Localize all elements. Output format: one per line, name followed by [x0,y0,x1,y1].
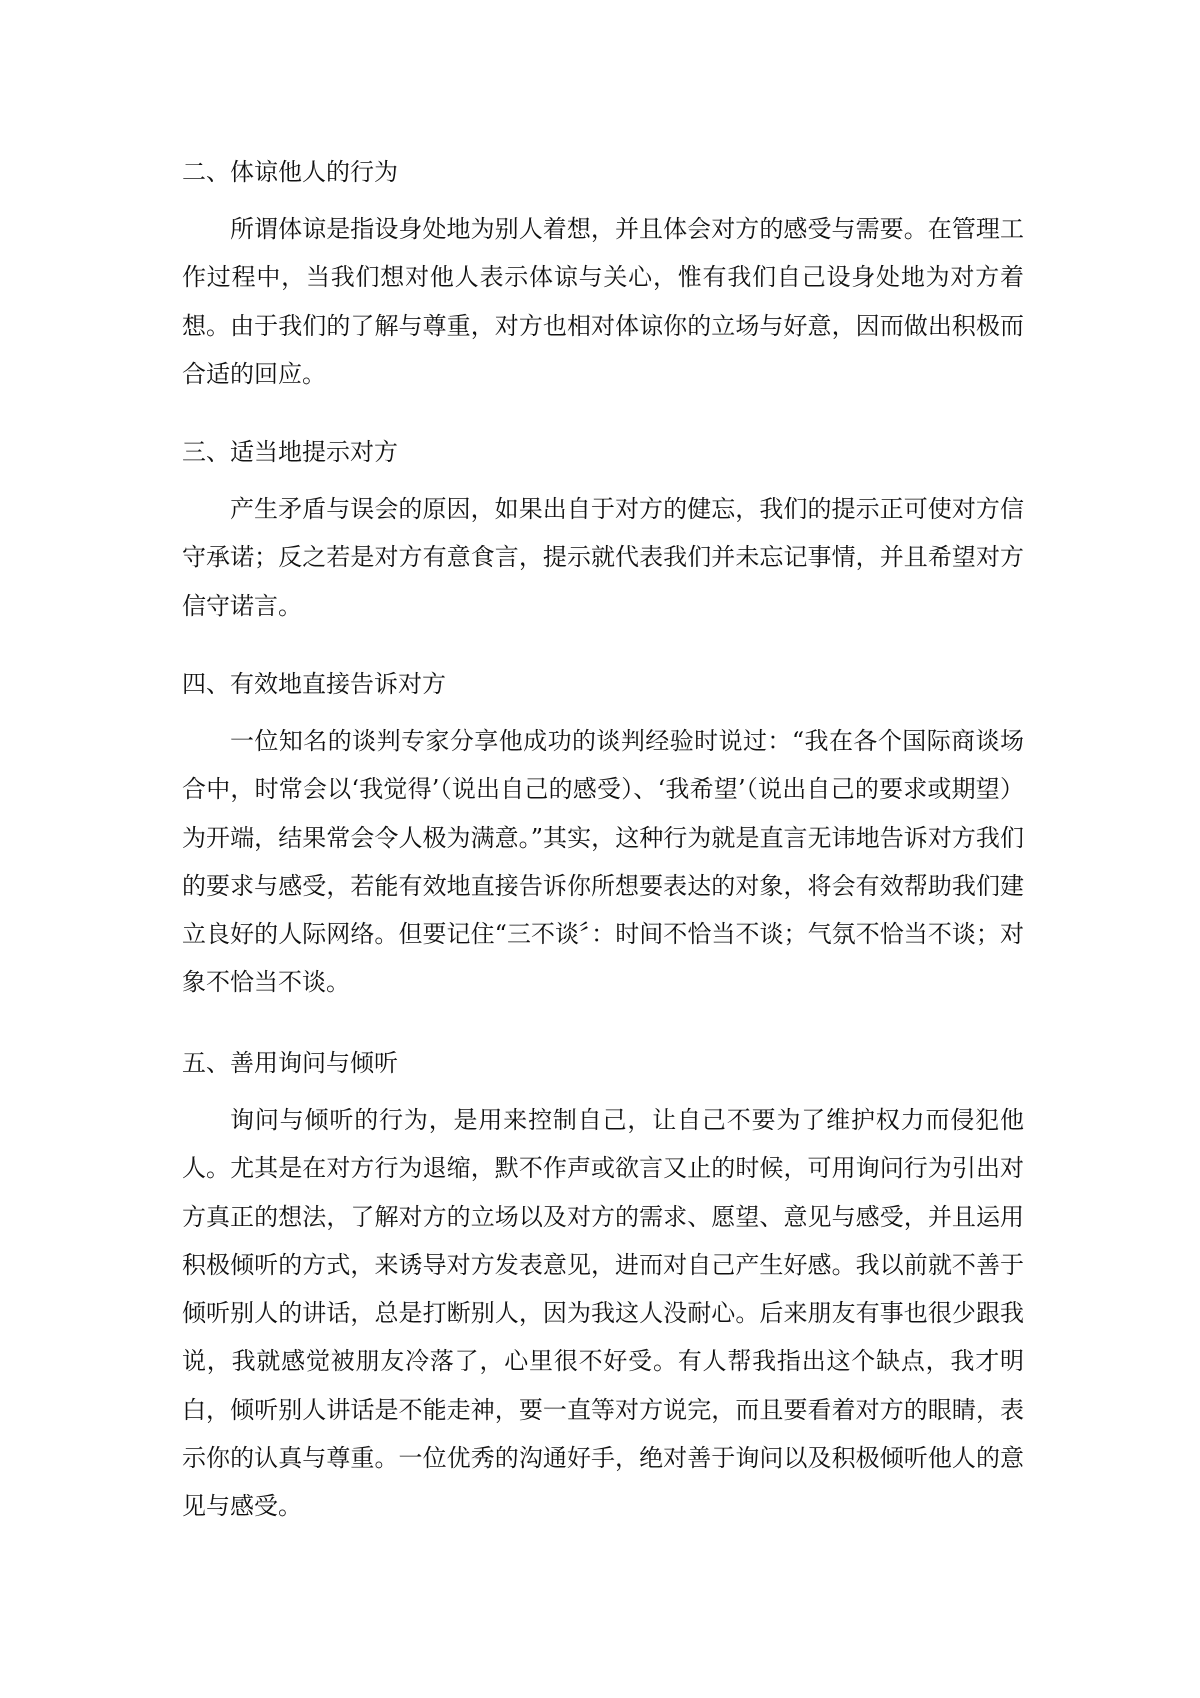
section-heading-3: 三、适当地提示对方 [182,438,398,466]
section-heading-4: 四、有效地直接告诉对方 [182,670,446,698]
section-paragraph-5: 询问与倾听的行为，是用来控制自己，让自己不要为了维护权力而侵犯他人。尤其是在对方行为退缩，默不作声或欲言又止的时候，可用询问行为引出对方真正的想法，了解对方的立场以及对方的需求、愿望、意见与感受，并且运用积极倾听的方式，来诱导对方发表意见，进而对自己产生好感。我以前就不善于倾听别人的讲话，总是打断别人，因为我这人没耐心。后来朋友有事也很少跟我说，我就感觉被朋友冷落了，心里很不好受。有人帮我指出这个缺点，我才明白，倾听别人讲话是不能走神，要一直等对方说完，而且要看着对方的眼睛，表示你的认真与尊重。一位优秀的沟通好手，绝对善于询问以及积极倾听他人的意见与感受。 [182,1106,1024,1521]
section-paragraph-4: 一位知名的谈判专家分享他成功的谈判经验时说过：“我在各个国际商谈场合中，时常会以‘我觉得’（说出自己的感受）、‘我希望’（说出自己的要求或期望）为开端，结果常会令人极为满意。”其实，这种行为就是直言无讳地告诉对方我们的要求与感受，若能有效地直接告诉你所想要表达的对象，将会有效帮助我们建立良好的人际网络。但要记住“三不谈〞：时间不恰当不谈；气氛不恰当不谈；对象不恰当不谈。 [182,727,1024,997]
section-heading-2: 二、体谅他人的行为 [182,158,398,186]
section-heading-5: 五、善用询问与倾听 [182,1049,398,1077]
section-paragraph-3: 产生矛盾与误会的原因，如果出自于对方的健忘，我们的提示正可使对方信守承诺；反之若是对方有意食言，提示就代表我们并未忘记事情，并且希望对方信守诺言。 [182,495,1024,620]
section-paragraph-2: 所谓体谅是指设身处地为别人着想，并且体会对方的感受与需要。在管理工作过程中，当我们想对他人表示体谅与关心，惟有我们自己设身处地为对方着想。由于我们的了解与尊重，对方也相对体谅你的立场与好意，因而做出积极而合适的回应。 [182,215,1024,388]
